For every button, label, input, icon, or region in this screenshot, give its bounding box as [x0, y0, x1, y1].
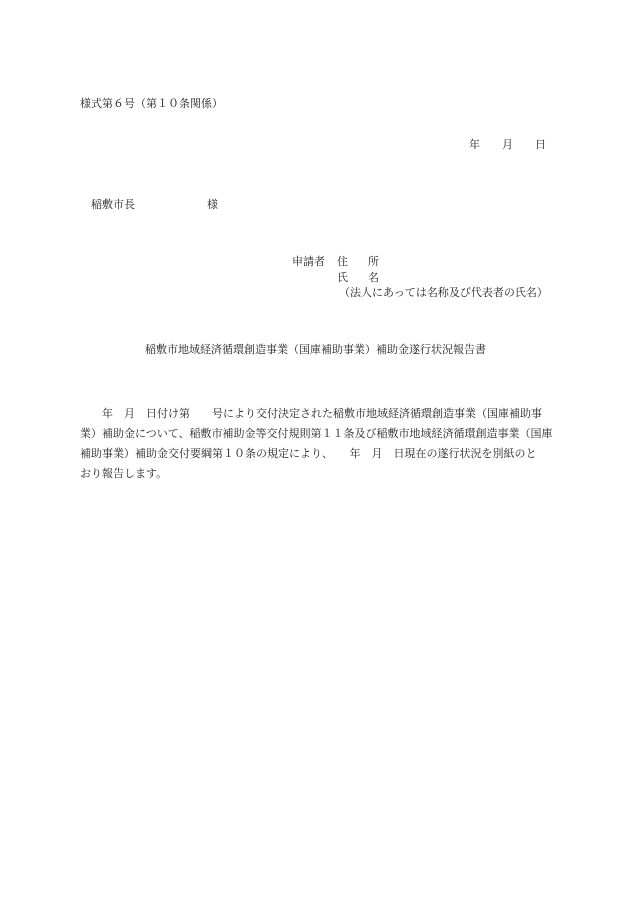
name-label-char-2: 名: [368, 271, 379, 284]
applicant-label: 申請者: [292, 255, 325, 268]
date-month: 月: [502, 138, 513, 151]
date-year: 年: [469, 138, 480, 151]
body-line: おり報告します。: [80, 467, 168, 480]
body-paragraph: [80, 404, 555, 484]
name-label-char-1: 氏: [337, 271, 348, 284]
addressee-name: 稲敷市長: [91, 198, 135, 211]
body-line: 補助事業）補助金交付要綱第１０条の規定により、 年 月 日現在の遂行状況を別紙のと: [80, 447, 537, 460]
applicant-address-label: [337, 256, 379, 267]
date-line: [469, 139, 546, 150]
body-line: 年 月 日付け第 号により交付決定された稲敷市地域経済循環創造事業（国庫補助事: [80, 407, 542, 420]
applicant-name-note: （法人にあっては名称及び代表者の氏名）: [339, 286, 548, 299]
date-day: 日: [535, 138, 546, 151]
document-title: 稲敷市地域経済循環創造事業（国庫補助事業）補助金遂行状況報告書: [145, 343, 486, 356]
addressee-honorific: 様: [207, 198, 218, 211]
applicant-name-label: [337, 272, 379, 283]
form-number: 様式第６号（第１０条関係）: [80, 97, 223, 110]
body-line: 業）補助金について、稲敷市補助金等交付規則第１１条及び稲敷市地域経済循環創造事業（国庫: [80, 427, 553, 440]
addressee: [91, 199, 218, 210]
address-label-char-1: 住: [337, 255, 348, 268]
address-label-char-2: 所: [368, 255, 379, 268]
